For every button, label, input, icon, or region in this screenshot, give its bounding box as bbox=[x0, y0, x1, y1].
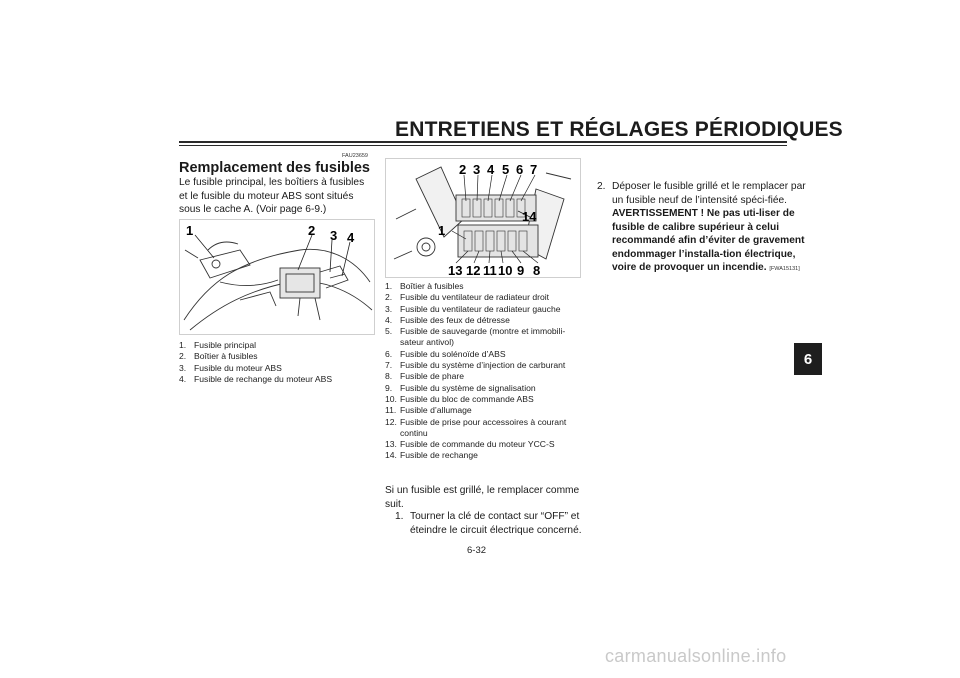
step-2 bbox=[587, 180, 811, 277]
step-1-text: Tourner la clé de contact sur “OFF” et éteindre le circuit électrique concerné. bbox=[410, 511, 582, 536]
figure2-callout-10: 10 bbox=[498, 263, 513, 277]
figure2-callout-14: 14 bbox=[522, 209, 537, 224]
step-1-number: 1. bbox=[395, 511, 404, 522]
step-1 bbox=[385, 510, 606, 537]
fuse-location-illustration bbox=[180, 220, 374, 334]
legend-item: 13. Fusible de commande du moteur YCC-S bbox=[385, 439, 555, 450]
legend-item: 1. Fusible principal bbox=[179, 340, 257, 350]
figure2-callout-12: 12 bbox=[466, 263, 481, 277]
legend-item: 4. Fusible des feux de détresse bbox=[385, 314, 510, 325]
step-2-number: 2. bbox=[597, 181, 606, 192]
legend-item: 11. Fusible d’allumage bbox=[385, 405, 472, 416]
figure2-callout-2: 2 bbox=[459, 162, 467, 177]
section-intro: Le fusible principal, les boîtiers à fusibles et le fusible du moteur ABS sont situés sous le cache A. (Voir page 6-9.) bbox=[179, 177, 365, 215]
legend-item: 10. Fusible du bloc de commande ABS bbox=[385, 393, 534, 404]
legend-item: 2. Boîtier à fusibles bbox=[179, 351, 258, 362]
figure2-callout-4: 4 bbox=[487, 162, 495, 177]
figure2-callout-5: 5 bbox=[502, 162, 510, 177]
figure-fuse-location bbox=[179, 219, 375, 335]
figure1-legend bbox=[179, 340, 379, 385]
figure2-callout-7: 7 bbox=[530, 162, 538, 177]
page-number: 6-32 bbox=[467, 545, 487, 556]
figure2-callout-8: 8 bbox=[533, 263, 541, 277]
figure2-callout-1: 1 bbox=[438, 223, 446, 238]
legend-item: 2. Fusible du ventilateur de radiateur droit bbox=[385, 292, 550, 303]
figure2-callout-13: 13 bbox=[448, 263, 463, 277]
legend-item: 3. Fusible du moteur ABS bbox=[179, 362, 282, 373]
legend-item: 5. Fusible de sauvegarde (montre et immobili-sateur antivol) bbox=[385, 326, 566, 348]
header-rule-thin bbox=[179, 145, 787, 146]
figure2-callout-6: 6 bbox=[516, 162, 524, 177]
section-heading: Remplacement des fusibles bbox=[179, 160, 370, 176]
legend-item: 12. Fusible de prise pour accessoires à courant continu bbox=[385, 416, 567, 438]
chapter-tab: 6 bbox=[794, 343, 822, 375]
figure1-callout-4: 4 bbox=[347, 230, 355, 245]
legend-item: 14. Fusible de rechange bbox=[385, 450, 478, 461]
figure2-callout-11: 11 bbox=[483, 263, 497, 277]
figure2-callout-3: 3 bbox=[473, 162, 481, 177]
figure-fuse-box bbox=[385, 158, 581, 278]
legend-item: 4. Fusible de rechange du moteur ABS bbox=[179, 373, 333, 384]
legend-item: 6. Fusible du solénoïde d’ABS bbox=[385, 348, 506, 359]
legend-item: 1. Boîtier à fusibles bbox=[385, 281, 464, 291]
legend-item: 3. Fusible du ventilateur de radiateur gauche bbox=[385, 303, 561, 314]
legend-item: 7. Fusible du système d’injection de carburant bbox=[385, 360, 566, 371]
header-rule-thick bbox=[179, 141, 787, 143]
step-2-text: Déposer le fusible grillé et le remplacer par un fusible neuf de l’intensité spéci-fiée. bbox=[612, 181, 806, 206]
warning-text: AVERTISSEMENT ! Ne pas uti-liser de fusible de calibre supérieur à celui recommandé afin d’éviter de gravement endommager l’installa-tion électrique, voire de provoquer un incendie. bbox=[612, 208, 805, 273]
section-code: FAU23659 bbox=[342, 153, 368, 159]
legend-item: 8. Fusible de phare bbox=[385, 371, 465, 382]
figure2-legend bbox=[385, 281, 581, 462]
figure1-callout-1: 1 bbox=[186, 223, 194, 238]
watermark: carmanualsonline.info bbox=[605, 646, 787, 666]
fuse-box-illustration bbox=[386, 159, 580, 277]
figure2-callout-9: 9 bbox=[517, 263, 525, 277]
figure1-callout-2: 2 bbox=[308, 223, 316, 238]
replacement-intro: Si un fusible est grillé, le remplacer comme suit. bbox=[385, 485, 580, 510]
legend-item: 9. Fusible du système de signalisation bbox=[385, 382, 536, 393]
warning-code: [FWA15131] bbox=[769, 266, 800, 272]
page-header-title: ENTRETIENS ET RÉGLAGES PÉRIODIQUES bbox=[395, 118, 843, 141]
figure1-callout-3: 3 bbox=[330, 228, 338, 243]
